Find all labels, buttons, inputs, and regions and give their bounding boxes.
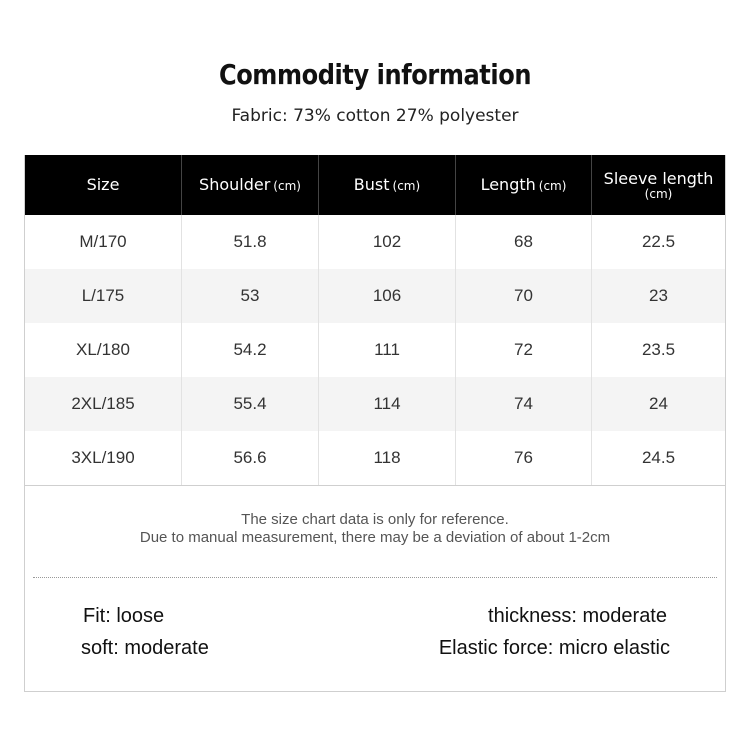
table-cell: XL/180 bbox=[25, 323, 182, 377]
table-cell: 53 bbox=[182, 269, 319, 323]
table-cell: 55.4 bbox=[182, 377, 319, 431]
table-header bbox=[25, 155, 725, 215]
table-cell: 111 bbox=[319, 323, 456, 377]
table-cell: 3XL/190 bbox=[25, 431, 182, 485]
reference-note: The size chart data is only for reference. bbox=[241, 511, 509, 528]
header-shoulder: Shoulder (cm) bbox=[182, 155, 319, 215]
table-cell: 22.5 bbox=[641, 232, 676, 251]
table-row bbox=[25, 431, 725, 485]
deviation-note: Due to manual measurement, there may be a deviation of about 1-2cm bbox=[139, 529, 611, 546]
table-row bbox=[25, 215, 725, 269]
header-bust: Bust (cm) bbox=[319, 155, 456, 215]
fabric-info: Fabric: 73% cotton 27% polyester bbox=[231, 106, 519, 126]
table-cell: 70 bbox=[456, 269, 592, 323]
fit-attribute: Fit: loose bbox=[83, 605, 165, 627]
table-cell: 56.6 bbox=[182, 431, 319, 485]
table-cell: 51.8 bbox=[182, 215, 319, 269]
table-cell: 106 bbox=[319, 269, 456, 323]
dotted-divider bbox=[33, 577, 717, 578]
notes-panel bbox=[24, 485, 726, 692]
thickness-attribute: thickness: moderate bbox=[488, 605, 667, 627]
header-sleeve-length: Sleeve length (cm) bbox=[603, 168, 714, 201]
page-title: Commodity information bbox=[218, 58, 532, 91]
elasticity-attribute: Elastic force: micro elastic bbox=[438, 637, 670, 659]
header-length: Length (cm) bbox=[456, 155, 592, 215]
table-cell: L/175 bbox=[25, 269, 182, 323]
table-cell: 68 bbox=[456, 215, 592, 269]
table-cell: 54.2 bbox=[182, 323, 319, 377]
table-cell: 76 bbox=[456, 431, 592, 485]
table-cell: 72 bbox=[456, 323, 592, 377]
table-row bbox=[25, 269, 725, 323]
table-cell: 23 bbox=[649, 286, 668, 305]
table-row bbox=[25, 323, 725, 377]
softness-attribute: soft: moderate bbox=[81, 637, 209, 659]
size-table bbox=[24, 155, 726, 485]
table-cell: 24.5 bbox=[641, 448, 676, 467]
table-cell: 102 bbox=[319, 215, 456, 269]
table-cell: 23.5 bbox=[641, 340, 676, 359]
header-size: Size bbox=[25, 155, 182, 215]
table-cell: 74 bbox=[456, 377, 592, 431]
table-cell: 2XL/185 bbox=[25, 377, 182, 431]
table-row bbox=[25, 377, 725, 431]
table-cell: 24 bbox=[649, 394, 668, 413]
table-cell: 118 bbox=[319, 431, 456, 485]
table-cell: M/170 bbox=[25, 215, 182, 269]
table-cell: 114 bbox=[319, 377, 456, 431]
